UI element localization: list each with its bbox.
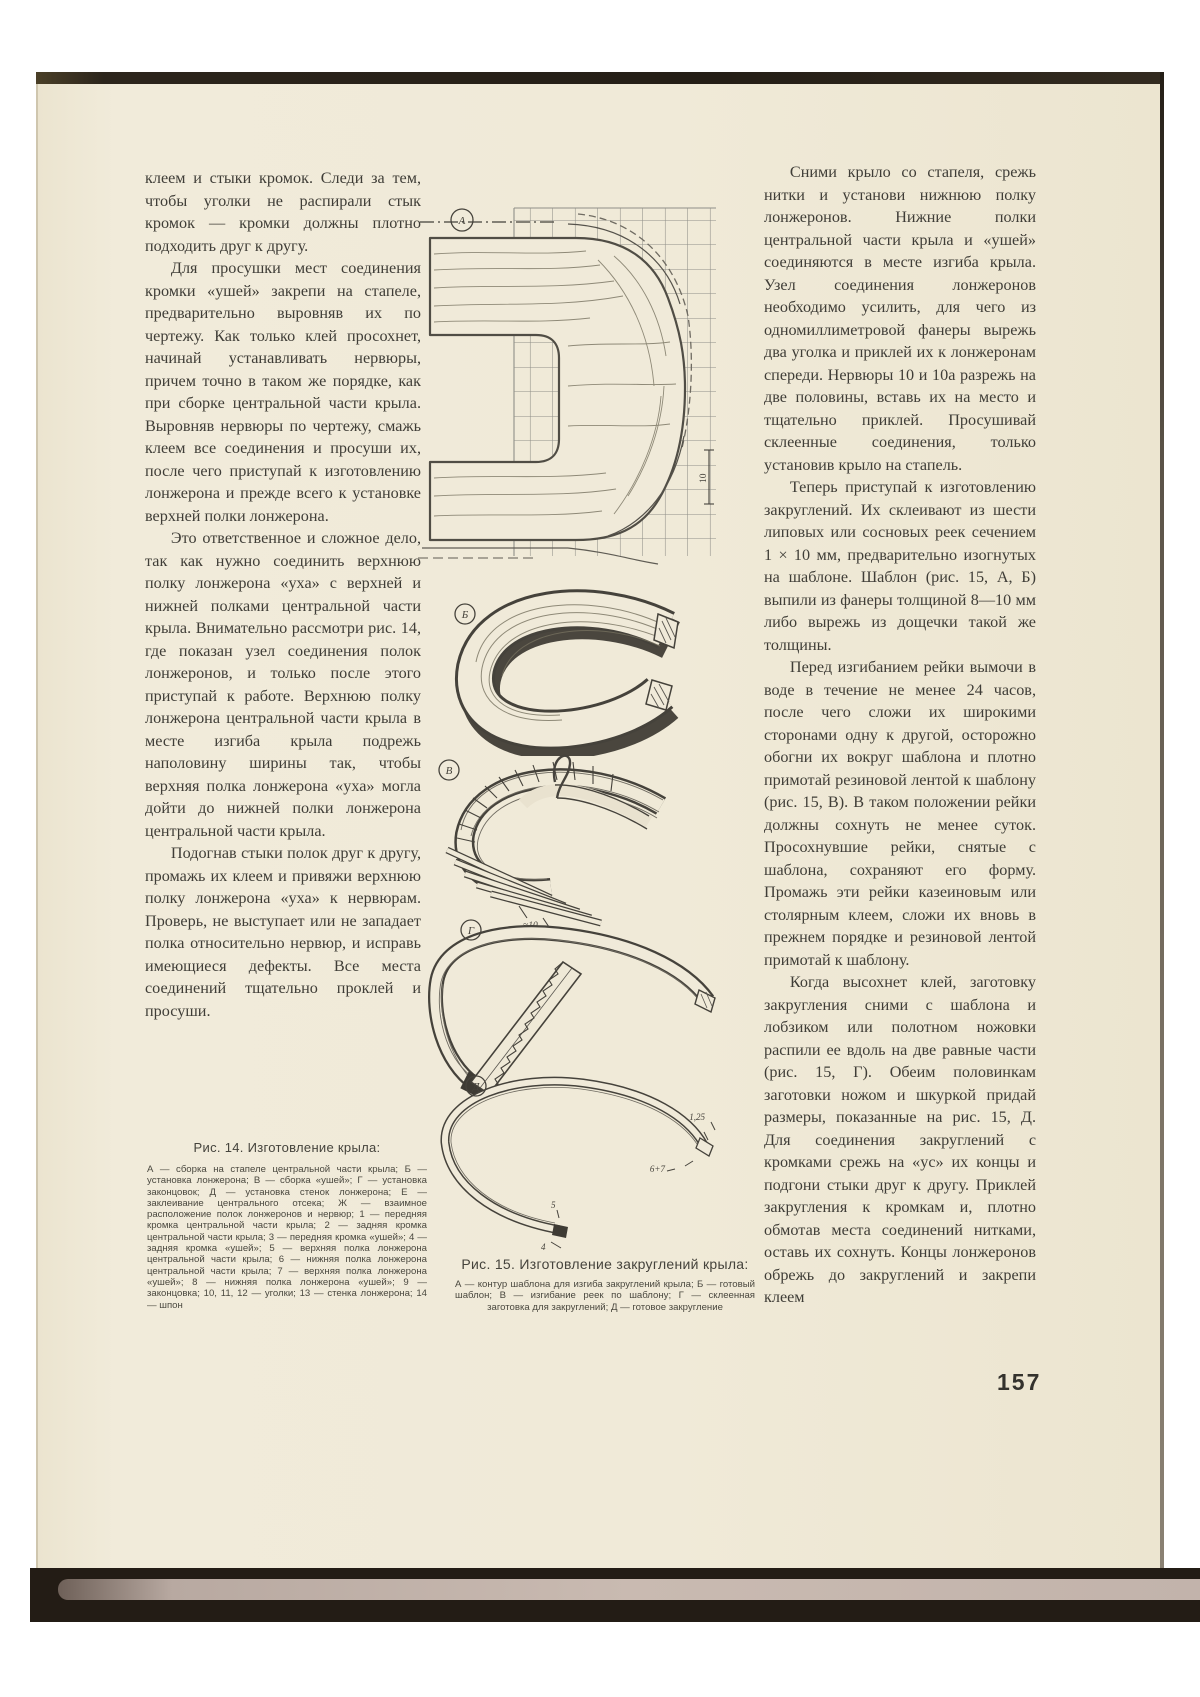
- right-text-column: [764, 161, 1036, 1309]
- page-edge-right: [1160, 72, 1164, 1568]
- paragraph: Это ответственное и сложное дело, так как нужно соединить верхнюю полку лонжерона «уха» с верхней и нижней полками центральной части крыла. Внимательно рассмотри рис. 14, где показан узел соединения полок лонжеронов, и только после этого приступай к работе. Верхнюю полку лонжерона центральной части крыла в месте изгиба крыла подрежь наполовину ширины так, чтобы верхняя полка лонжерона «уха» могла дойти до нижней полки лонжерона центральной части крыла.: [145, 529, 421, 840]
- paragraph: клеем и стыки кромок. Следи за тем, чтобы уголки не распирали стык кромок — кромки должны плотно подходить друг к другу.: [145, 169, 421, 255]
- paragraph: Для просушки мест соединения кромки «ушей» закрепи на стапеле, предварительно выровняв их по чертежу. Как только клей просохнет, начинай устанавливать нервюры, причем точно в таком же порядке, как при сборке центральной части крыла. Выровняв нервюры по чертежу, смажь клеем все соединения и просуши их, после чего приступай к изготовлению лонжерона и прежде всего к установке верхней полки лонжерона.: [145, 259, 421, 525]
- page-number: 157: [997, 1369, 1042, 1395]
- dimension-grid: 10: [699, 473, 709, 483]
- book-edge-bottom: [30, 1568, 1200, 1622]
- figure-14-title: Рис. 14. Изготовление крыла:: [193, 1140, 381, 1155]
- paragraph: Теперь приступай к изготовлению закруглений. Их склеивают из шести липовых или сосновых реек сечением 1 × 10 мм, предварительно изогнутых на шаблоне. Шаблон (рис. 15, А, Б) выпили из фанеры толщиной 8—10 мм либо вырежь из дощечки такой же толщины.: [764, 478, 1036, 654]
- figure-label-a: [451, 209, 473, 231]
- figure-14-caption: [147, 1140, 427, 1311]
- dimension-width: 6+7: [649, 1164, 665, 1174]
- dimension-h-bot: 4: [541, 1242, 546, 1252]
- figure-15a-template-contour: [418, 196, 718, 568]
- figure-label-v: [439, 760, 459, 780]
- paragraph: Сними крыло со стапеля, срежь нитки и установи нижнюю полку лонжеронов. Нижние полки центральной части крыла и «ушей» соединяются в месте изгиба крыла. Узел соединения лонжеронов необходимо усилить, для чего из одномиллиметровой фанеры вырежь два уголка и приклей их к лонжеронам спереди. Нервюры 10 и 10а разрежь на две половины, вставь их на место и тщательно приклей. Просушивай склеенные соединения, только установив крыло на стапель.: [764, 163, 1036, 474]
- figure-15b-finished-template: [438, 588, 713, 756]
- svg-text:А: А: [458, 215, 466, 227]
- rounding-end-section: [696, 1138, 713, 1156]
- dimension-h-top: 5: [551, 1200, 556, 1210]
- figure-15-caption-text: А — контур шаблона для изгиба закруглений крыла; Б — готовый шаблон; В — изгибание реек по шаблону; Г — склеенная заготовка для закруглений; Д — готовое закругление: [455, 1279, 755, 1313]
- figure-15d-finished-rounding: [423, 1058, 723, 1254]
- left-text-column: [145, 167, 421, 1022]
- figure-14-caption-text: А — сборка на стапеле центральной части крыла; Б — установка лонжерона; В — сборка «ушей»; Г — установка законцовок; Д — установка стенок лонжерона; Е — заклеивание центрального отсека; Ж — взаимное расположение полок лонжеронов и нервюр; 1 — передняя кромка центральной части крыла; 2 — задняя кромка центральной части крыла; 3 — передняя кромка «ушей»; 4 — задняя кромка «ушей»; 5 — верхняя полка лонжерона центральной части крыла; 6 — нижняя полка лонжерона центральной части крыла; 7 — верхняя полка лонжерона «ушей»; 8 — нижняя полка лонжерона «ушей»; 9 — законцовка; 10, 11, 12 — уголки; 13 — стенка лонжерона; 14 — шпон: [147, 1164, 427, 1311]
- paragraph: Перед изгибанием рейки вымочи в воде в течение не менее 24 часов, после чего сложи их широкими сторонами одну к другой, осторожно обогни их вокруг шаблона и плотно примотай резиновой лентой к шаблону (рис. 15, В). В таком положении рейки должны сохнуть не менее суток. Просохнувшие рейки, снятые с шаблона, сохраняют его форму. Промажь эти рейки казеиновым или столярным клеем, сложи их вновь в прежнем порядке и резиновой лентой примотай к шаблону.: [764, 658, 1036, 969]
- svg-text:Б: Б: [461, 609, 469, 621]
- paragraph: Подогнав стыки полок друг к другу, промажь их клеем и привяжи верхнюю полку лонжерона «уха» к нервюрам. Проверь, не выступает или не западает полка относительно нервюр, и исправь имеющиеся дефекты. Все места соединений тщательно проклей и просуши.: [145, 844, 421, 1020]
- paragraph: Когда высохнет клей, заготовку закругления сними с шаблона и лобзиком или полотном ножовки распили ее вдоль на две равные части (рис. 15, Г). Обеим половинкам заготовки ножом и шкуркой придай размеры, показанные на рис. 15, Д. Для соединения закруглений с кромками срежь на «ус» их концы и подгони стыки друг к другу. Приклей закругления к кромкам и, плотно обмотав места соединений нитками, оставь их сохнуть. Концы лонжеронов обрежь до закруглений и закрепи клеем: [764, 973, 1036, 1306]
- svg-text:Г: Г: [467, 925, 475, 937]
- rounding-end-cap: [552, 1224, 568, 1238]
- svg-text:Д: Д: [472, 1081, 480, 1093]
- svg-text:В: В: [445, 765, 453, 777]
- figure-label-b: [455, 604, 475, 624]
- dimension-thickness: 1,25: [689, 1112, 705, 1122]
- page-edge-left: [36, 84, 38, 1568]
- book-pages-edge: [58, 1579, 1200, 1600]
- figure-15-caption: [455, 1256, 755, 1313]
- dimension-strips: ≈10: [523, 921, 538, 931]
- figure-15-title: Рис. 15. Изготовление закруглений крыла:: [461, 1256, 749, 1272]
